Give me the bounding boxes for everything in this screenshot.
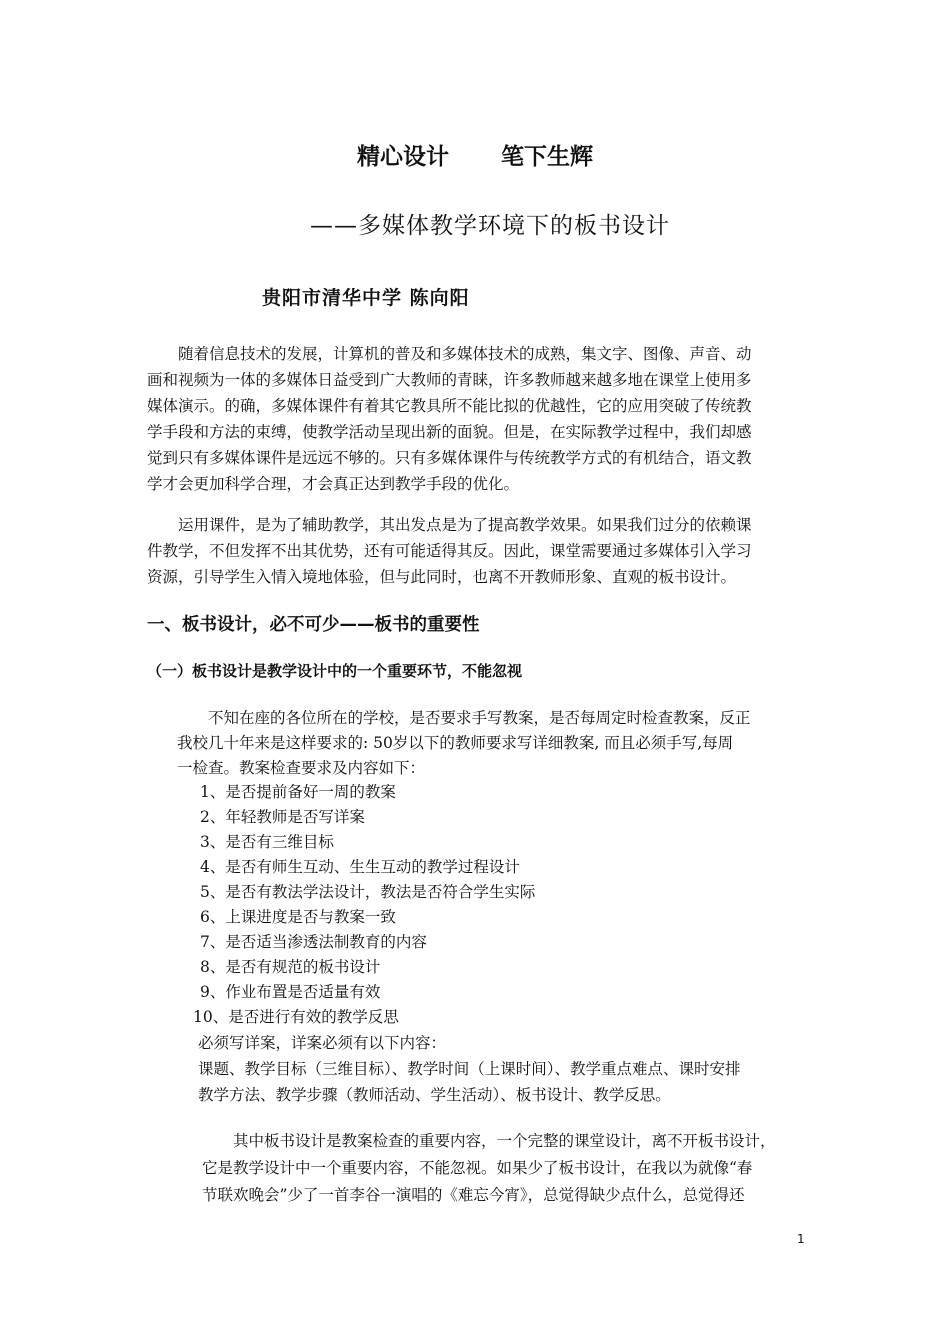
paragraph-line: 我校几十年来是这样要求的: 50岁以下的教师要求写详细教案, 而且必须手写,每周: [177, 734, 734, 752]
paragraph-line: 不知在座的各位所在的学校，是否要求手写教案，是否每周定时检查教案，反正: [177, 709, 751, 727]
detail-line: 课题、教学目标（三维目标）、教学时间（上课时间）、教学重点难点、课时安排: [198, 1060, 741, 1078]
closing-paragraph: [202, 1128, 822, 1209]
list-item: 3、是否有三维目标: [200, 833, 334, 851]
list-item: 7、是否适当渗透法制教育的内容: [200, 933, 427, 951]
title-part-2: 笔下生辉: [501, 144, 593, 170]
intro-paragraph-1: [147, 341, 809, 497]
paragraph-line: 它是教学设计中一个重要内容，不能忽视。如果少了板书设计，在我以为就像“春: [202, 1159, 753, 1177]
paragraph-line: 运用课件，是为了辅助教学，其出发点是为了提高教学效果。如果我们过分的依赖课: [147, 516, 752, 534]
list-item: 5、是否有教法学法设计，教法是否符合学生实际: [200, 883, 536, 901]
detail-intro: 必须写详案，详案必须有以下内容：: [198, 1034, 447, 1052]
intro-paragraph-2: [147, 512, 809, 590]
detail-requirements: [198, 1030, 741, 1108]
subsection-heading-1: （一）板书设计是教学设计中的一个重要环节，不能忽视: [147, 662, 523, 680]
list-item: 6、上课进度是否与教案一致: [200, 908, 396, 926]
paragraph-line: 媒体演示。的确，多媒体课件有着其它教具所不能比拟的优越性，它的应用突破了传统教: [147, 397, 752, 415]
paragraph-line: 资源，引导学生入情入境地体验，但与此同时，也离不开教师形象、直观的板书设计。: [147, 568, 737, 586]
list-item: 4、是否有师生互动、生生互动的教学过程设计: [200, 858, 520, 876]
checklist: [193, 780, 536, 1030]
list-item: 1、是否提前备好一周的教案: [200, 783, 396, 801]
page-subtitle: ——多媒体教学环境下的板书设计: [310, 213, 670, 239]
title-part-1: 精心设计: [357, 144, 449, 170]
section-heading-1: 一、板书设计，必不可少——板书的重要性: [147, 615, 480, 635]
paragraph-line: 一检查。教案检查要求及内容如下：: [177, 759, 426, 777]
page-number: 1: [797, 1232, 805, 1246]
list-item: 2、年轻教师是否写详案: [200, 808, 365, 826]
list-item: 10、是否进行有效的教学反思: [193, 1008, 399, 1026]
paragraph-line: 件教学，不但发挥不出其优势，还有可能适得其反。因此，课堂需要通过多媒体引入学习: [147, 542, 752, 560]
paragraph-line: 随着信息技术的发展，计算机的普及和多媒体技术的成熟，集文字、图像、声音、动: [147, 345, 752, 363]
detail-line: 教学方法、教学步骤（教师活动、学生活动）、板书设计、教学反思。: [198, 1086, 671, 1104]
page-title: [0, 138, 950, 171]
paragraph-line: 其中板书设计是教案检查的重要内容，一个完整的课堂设计，离不开板书设计，: [202, 1132, 776, 1150]
paragraph-line: 学手段和方法的束缚，使教学活动呈现出新的面貌。但是，在实际教学过程中，我们却感: [147, 423, 752, 441]
paragraph-line: 学才会更加科学合理，才会真正达到教学手段的优化。: [147, 475, 520, 493]
list-item: 8、是否有规范的板书设计: [200, 958, 381, 976]
paragraph-line: 画和视频为一体的多媒体日益受到广大教师的青睐，许多教师越来越多地在课堂上使用多: [147, 371, 752, 389]
paragraph-line: 觉到只有多媒体课件是远远不够的。只有多媒体课件与传统教学方式的有机结合，语文教: [147, 449, 752, 467]
list-item: 9、作业布置是否适量有效: [200, 983, 381, 1001]
paragraph-line: 节联欢晚会”少了一首李谷一演唱的《难忘今宵》，总觉得缺少点什么，总觉得还: [202, 1186, 745, 1204]
author-line: 贵阳市清华中学 陈向阳: [262, 287, 470, 309]
section-paragraph: [177, 706, 817, 781]
